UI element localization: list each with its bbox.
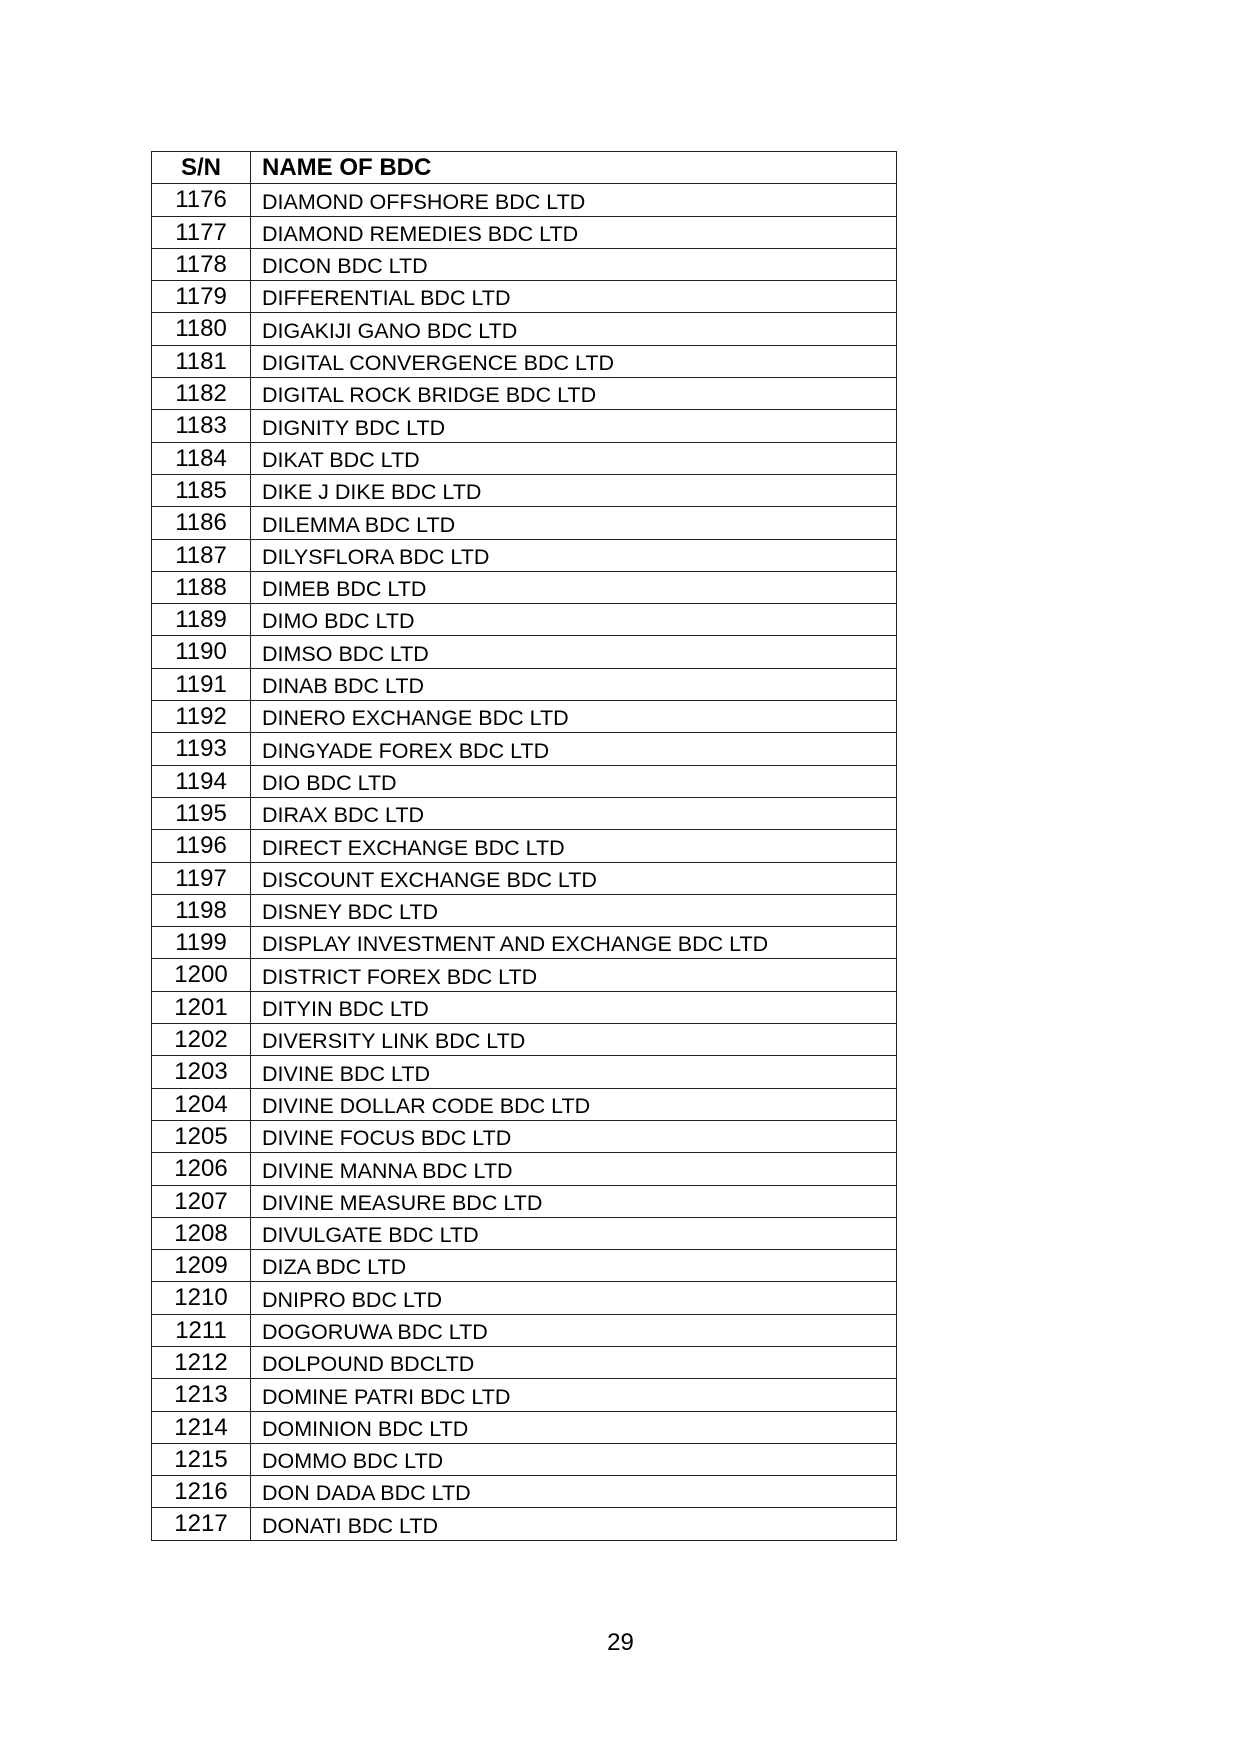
serial-number-cell: 1205 xyxy=(152,1120,251,1152)
bdc-name-cell: DIVERSITY LINK BDC LTD xyxy=(251,1024,897,1056)
table-row xyxy=(152,184,897,216)
table-body xyxy=(152,184,897,1540)
bdc-name-cell: DIAMOND OFFSHORE BDC LTD xyxy=(251,184,897,216)
table-header-row xyxy=(152,152,897,184)
table-row xyxy=(152,1120,897,1152)
table-row xyxy=(152,571,897,603)
bdc-name-cell: DIMSO BDC LTD xyxy=(251,636,897,668)
table-row xyxy=(152,733,897,765)
bdc-name-cell: DIRAX BDC LTD xyxy=(251,797,897,829)
table-row xyxy=(152,701,897,733)
table-row xyxy=(152,410,897,442)
bdc-name-cell: DIGITAL ROCK BRIDGE BDC LTD xyxy=(251,378,897,410)
bdc-name-cell: DONATI BDC LTD xyxy=(251,1508,897,1540)
bdc-name-cell: DIVINE MEASURE BDC LTD xyxy=(251,1185,897,1217)
serial-number-cell: 1197 xyxy=(152,862,251,894)
bdc-name-cell: DIMO BDC LTD xyxy=(251,604,897,636)
table-row xyxy=(152,1346,897,1378)
serial-number-cell: 1211 xyxy=(152,1314,251,1346)
page-number: 29 xyxy=(607,1629,634,1656)
table-row xyxy=(152,216,897,248)
bdc-name-cell: DILYSFLORA BDC LTD xyxy=(251,539,897,571)
table-row xyxy=(152,959,897,991)
table-row xyxy=(152,1411,897,1443)
table-row xyxy=(152,1217,897,1249)
bdc-name-cell: DIVINE DOLLAR CODE BDC LTD xyxy=(251,1088,897,1120)
table-row xyxy=(152,1314,897,1346)
name-column-header: NAME OF BDC xyxy=(251,152,897,184)
table-row xyxy=(152,894,897,926)
bdc-name-cell: DINGYADE FOREX BDC LTD xyxy=(251,733,897,765)
serial-number-cell: 1184 xyxy=(152,442,251,474)
table-row xyxy=(152,1153,897,1185)
serial-number-cell: 1204 xyxy=(152,1088,251,1120)
table-row xyxy=(152,378,897,410)
bdc-name-cell: DNIPRO BDC LTD xyxy=(251,1282,897,1314)
table-row xyxy=(152,345,897,377)
bdc-name-cell: DIMEB BDC LTD xyxy=(251,571,897,603)
bdc-name-cell: DITYIN BDC LTD xyxy=(251,991,897,1023)
bdc-name-cell: DIZA BDC LTD xyxy=(251,1250,897,1282)
table-row xyxy=(152,248,897,280)
table-row xyxy=(152,668,897,700)
serial-number-cell: 1212 xyxy=(152,1346,251,1378)
serial-number-cell: 1215 xyxy=(152,1443,251,1475)
bdc-name-cell: DOMINE PATRI BDC LTD xyxy=(251,1379,897,1411)
serial-number-cell: 1186 xyxy=(152,507,251,539)
serial-number-cell: 1199 xyxy=(152,927,251,959)
serial-number-cell: 1214 xyxy=(152,1411,251,1443)
bdc-name-cell: DILEMMA BDC LTD xyxy=(251,507,897,539)
bdc-name-cell: DIGITAL CONVERGENCE BDC LTD xyxy=(251,345,897,377)
table-row xyxy=(152,442,897,474)
bdc-name-cell: DOGORUWA BDC LTD xyxy=(251,1314,897,1346)
bdc-name-cell: DOMMO BDC LTD xyxy=(251,1443,897,1475)
serial-number-cell: 1190 xyxy=(152,636,251,668)
serial-number-cell: 1191 xyxy=(152,668,251,700)
bdc-name-cell: DOMINION BDC LTD xyxy=(251,1411,897,1443)
bdc-name-cell: DIVINE BDC LTD xyxy=(251,1056,897,1088)
serial-number-cell: 1195 xyxy=(152,797,251,829)
table-row xyxy=(152,1185,897,1217)
serial-number-cell: 1203 xyxy=(152,1056,251,1088)
table-row xyxy=(152,636,897,668)
table-row xyxy=(152,539,897,571)
serial-number-cell: 1206 xyxy=(152,1153,251,1185)
bdc-list-table xyxy=(151,151,897,1541)
table-row xyxy=(152,862,897,894)
serial-number-cell: 1182 xyxy=(152,378,251,410)
table-row xyxy=(152,1056,897,1088)
serial-number-cell: 1180 xyxy=(152,313,251,345)
serial-number-cell: 1187 xyxy=(152,539,251,571)
bdc-name-cell: DISCOUNT EXCHANGE BDC LTD xyxy=(251,862,897,894)
serial-number-cell: 1183 xyxy=(152,410,251,442)
serial-number-cell: 1216 xyxy=(152,1476,251,1508)
bdc-name-cell: DIKAT BDC LTD xyxy=(251,442,897,474)
table-row xyxy=(152,281,897,313)
table-row xyxy=(152,1476,897,1508)
table-row xyxy=(152,474,897,506)
bdc-name-cell: DISPLAY INVESTMENT AND EXCHANGE BDC LTD xyxy=(251,927,897,959)
serial-number-cell: 1178 xyxy=(152,248,251,280)
table-row xyxy=(152,507,897,539)
serial-number-cell: 1196 xyxy=(152,830,251,862)
bdc-name-cell: DIVULGATE BDC LTD xyxy=(251,1217,897,1249)
table-row xyxy=(152,313,897,345)
serial-number-cell: 1207 xyxy=(152,1185,251,1217)
bdc-name-cell: DISTRICT FOREX BDC LTD xyxy=(251,959,897,991)
table-row xyxy=(152,604,897,636)
serial-number-cell: 1192 xyxy=(152,701,251,733)
bdc-name-cell: DIGAKIJI GANO BDC LTD xyxy=(251,313,897,345)
bdc-name-cell: DICON BDC LTD xyxy=(251,248,897,280)
bdc-name-cell: DISNEY BDC LTD xyxy=(251,894,897,926)
bdc-name-cell: DIKE J DIKE BDC LTD xyxy=(251,474,897,506)
serial-number-cell: 1213 xyxy=(152,1379,251,1411)
serial-number-cell: 1181 xyxy=(152,345,251,377)
serial-number-cell: 1210 xyxy=(152,1282,251,1314)
table-row xyxy=(152,1443,897,1475)
bdc-name-cell: DIVINE MANNA BDC LTD xyxy=(251,1153,897,1185)
serial-number-cell: 1185 xyxy=(152,474,251,506)
sn-column-header: S/N xyxy=(152,152,251,184)
bdc-name-cell: DIFFERENTIAL BDC LTD xyxy=(251,281,897,313)
table-row xyxy=(152,797,897,829)
serial-number-cell: 1202 xyxy=(152,1024,251,1056)
serial-number-cell: 1188 xyxy=(152,571,251,603)
serial-number-cell: 1198 xyxy=(152,894,251,926)
bdc-name-cell: DIRECT EXCHANGE BDC LTD xyxy=(251,830,897,862)
table-row xyxy=(152,1024,897,1056)
table-row xyxy=(152,1508,897,1540)
table-row xyxy=(152,1250,897,1282)
bdc-name-cell: DIO BDC LTD xyxy=(251,765,897,797)
bdc-name-cell: DIVINE FOCUS BDC LTD xyxy=(251,1120,897,1152)
serial-number-cell: 1177 xyxy=(152,216,251,248)
bdc-name-cell: DINERO EXCHANGE BDC LTD xyxy=(251,701,897,733)
bdc-name-cell: DOLPOUND BDCLTD xyxy=(251,1346,897,1378)
table-row xyxy=(152,1379,897,1411)
serial-number-cell: 1176 xyxy=(152,184,251,216)
bdc-name-cell: DINAB BDC LTD xyxy=(251,668,897,700)
serial-number-cell: 1194 xyxy=(152,765,251,797)
serial-number-cell: 1189 xyxy=(152,604,251,636)
bdc-name-cell: DIAMOND REMEDIES BDC LTD xyxy=(251,216,897,248)
serial-number-cell: 1193 xyxy=(152,733,251,765)
table-row xyxy=(152,765,897,797)
serial-number-cell: 1209 xyxy=(152,1250,251,1282)
table-row xyxy=(152,830,897,862)
bdc-name-cell: DON DADA BDC LTD xyxy=(251,1476,897,1508)
serial-number-cell: 1179 xyxy=(152,281,251,313)
table-row xyxy=(152,927,897,959)
table-row xyxy=(152,1282,897,1314)
serial-number-cell: 1201 xyxy=(152,991,251,1023)
bdc-name-cell: DIGNITY BDC LTD xyxy=(251,410,897,442)
table-row xyxy=(152,991,897,1023)
table-row xyxy=(152,1088,897,1120)
serial-number-cell: 1200 xyxy=(152,959,251,991)
serial-number-cell: 1217 xyxy=(152,1508,251,1540)
serial-number-cell: 1208 xyxy=(152,1217,251,1249)
